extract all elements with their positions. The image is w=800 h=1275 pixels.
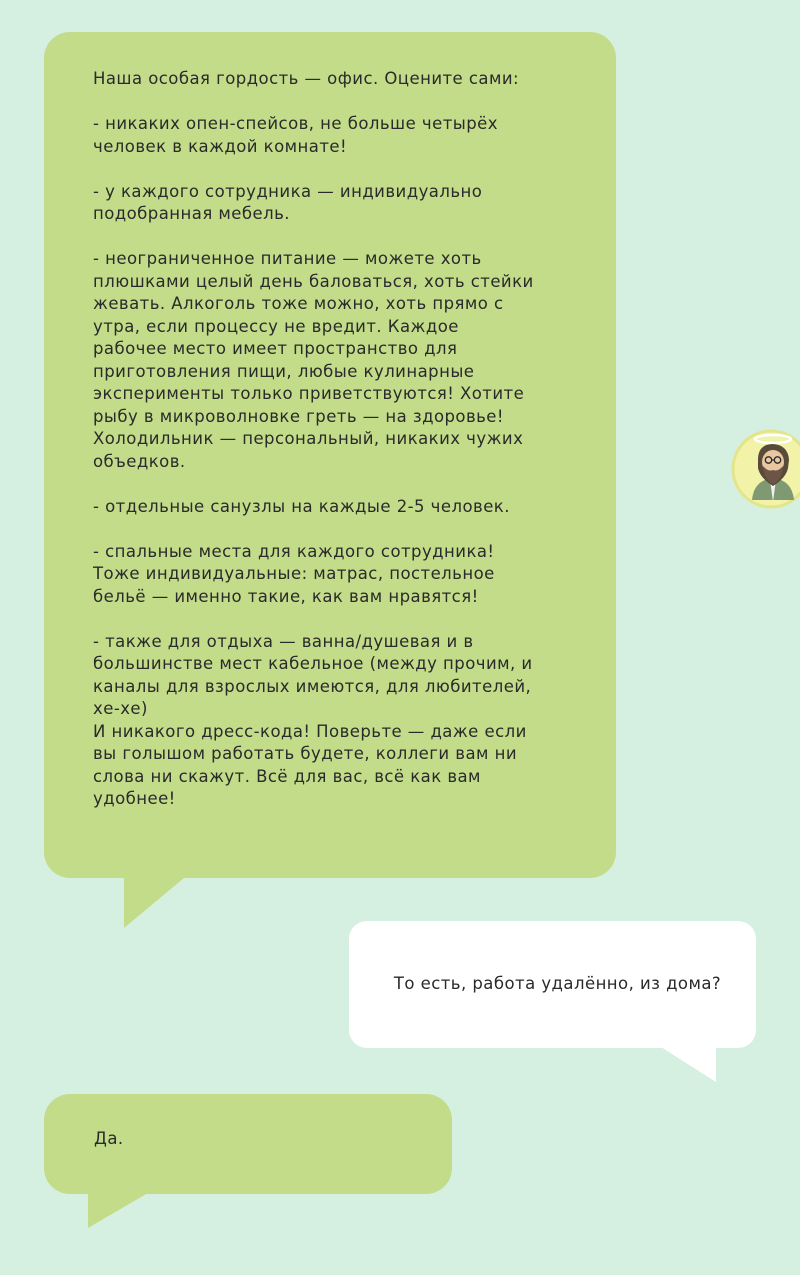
message-line: каналы для взрослых имеются, для любителей,: [93, 676, 532, 696]
message-line: утра, если процессу не вредит. Каждое: [93, 316, 459, 336]
company-message-bubble: [44, 1094, 452, 1194]
message-line: Тоже индивидуальные: матрас, постельное: [93, 564, 495, 583]
bubble-tail: [88, 1193, 148, 1228]
message-line: человек в каждой комнате!: [93, 136, 348, 156]
message-line: - также для отдыха — ванна/душевая и в: [93, 631, 474, 651]
message-line: бельё — именно такие, как вам нравятся!: [93, 586, 479, 606]
message-line: - неограниченное питание — можете хоть: [93, 249, 482, 268]
message-line: эксперименты только приветствуются! Хотите: [93, 384, 525, 403]
company-message-bubble: [44, 32, 616, 878]
company-message-text: [93, 68, 576, 811]
bubble-tail: [124, 878, 184, 928]
message-line: объедков.: [93, 451, 186, 471]
message-line: удобнее!: [93, 789, 176, 808]
message-line: - у каждого сотрудника — индивидуально: [93, 181, 483, 201]
message-line: Холодильник — персональный, никаких чужих: [93, 429, 524, 448]
message-line: Наша особая гордость — офис. Оцените сами:: [93, 69, 520, 88]
message-line: плюшками целый день баловаться, хоть стейки: [93, 271, 534, 291]
message-line: приготовления пищи, любые кулинарные: [93, 361, 475, 381]
company-message-text: Да.: [94, 1129, 124, 1148]
bubble-tail: [661, 1047, 716, 1082]
user-message-bubble: [349, 921, 756, 1048]
message-line: жевать. Алкоголь тоже можно, хоть прямо с: [93, 294, 504, 313]
message-line: хе-хе): [93, 699, 148, 718]
message-line: слова ни скажут. Всё для вас, всё как вам: [93, 766, 481, 786]
message-line: вы голышом работать будете, коллеги вам ни: [93, 744, 518, 763]
bearded-man-halo-icon: [730, 428, 800, 510]
message-line: - никаких опен-спейсов, не больше четырёх: [93, 114, 498, 133]
user-message-text: То есть, работа удалённо, из дома?: [393, 974, 722, 994]
message-line: рыбу в микроволновке греть — на здоровье!: [93, 406, 504, 426]
message-line: - спальные места для каждого сотрудника!: [93, 541, 495, 561]
message-line: - отдельные санузлы на каждые 2-5 человек.: [93, 496, 510, 516]
message-line: И никакого дресс-кода! Поверьте — даже если: [93, 721, 527, 741]
message-line: рабочее место имеет пространство для: [93, 339, 458, 358]
message-line: подобранная мебель.: [93, 204, 290, 223]
message-line: большинстве мест кабельное (между прочим, и: [93, 654, 533, 673]
